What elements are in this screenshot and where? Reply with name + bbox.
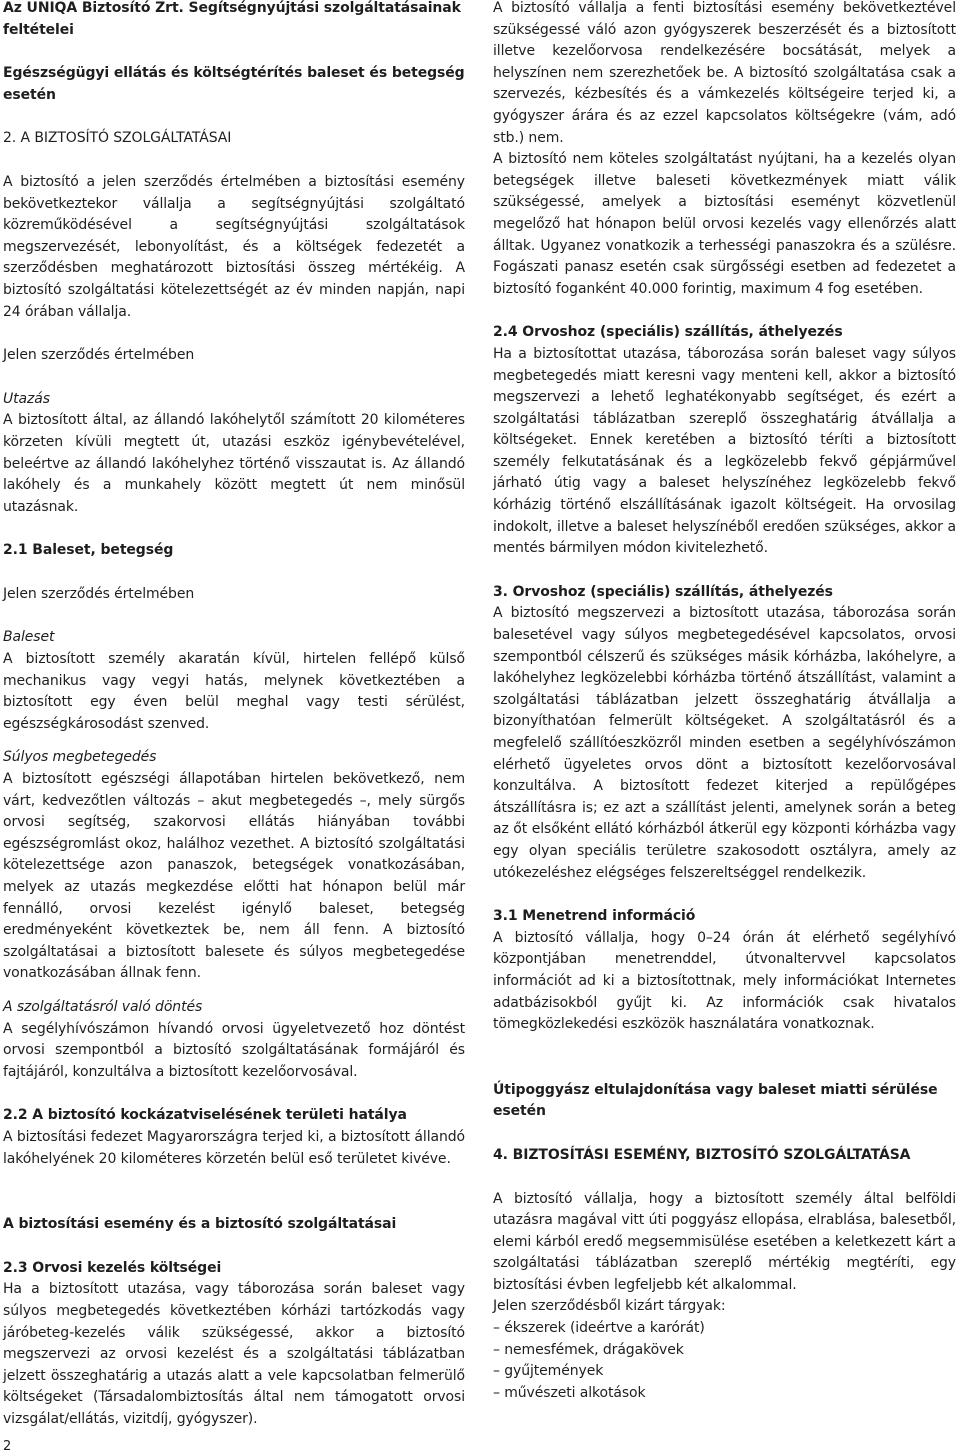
excluded-items-intro: Jelen szerződésből kizárt tárgyak: <box>493 1298 726 1315</box>
section-2-intro: A biztosító a jelen szerződés értelmében a biztosítási esemény bekövetkeztekor vállalja a segítségnyújtási szolgáltató közreműködésével a segítségnyújtási szolgáltatások megszervezését, lebonyolítást, és a költségek fedezetét a szerződésben meghatározott biztosítási összeg mértékéig. A biztosító szolgáltatási kötelezettségét az év minden napján, napi 24 órában vállalja. <box>3 173 465 320</box>
term-baleset: Baleset <box>3 629 55 646</box>
definition-label: Jelen szerződés értelmében <box>3 585 195 602</box>
right-column <box>493 0 956 1404</box>
document-title: Az UNIQA Biztosító Zrt. Segítségnyújtási szolgáltatásainak feltételei <box>3 0 461 38</box>
section-2-2-heading: 2.2 A biztosító kockázatviselésének területi hatálya <box>3 1107 407 1124</box>
section-2-2-text: A biztosítási fedezet Magyarországra terjed ki, a biztosított állandó lakóhelyének 20 kilométeres körzetén belül eső területet kivéve. <box>3 1128 465 1167</box>
document-subtitle: Egészségügyi ellátás és költségtérítés baleset és betegség esetén <box>3 65 465 103</box>
term-dontes: A szolgáltatásról való döntés <box>3 998 203 1015</box>
continuation-paragraph: A biztosító vállalja a fenti biztosítási esemény bekövetkeztével szükségessé váló azon gyógyszerek beszerzését és a biztosított illetve kezelőorvosa rendelkezésére bocsátását, melyek a helyszínen nem szerezhetőek be. A biztosító szolgáltatása csak a szervezés, kézbesítés és a vámkezelés költségeire terjed ki, a gyógyszer árára és az ezzel kapcsolatos költségekre (vám, adó stb.) nem. <box>493 0 956 146</box>
left-column <box>3 0 465 1430</box>
section-2-heading: 2. A BIZTOSÍTÓ SZOLGÁLTATÁSAI <box>3 130 232 147</box>
definition-sulyos-megbetegedes: A biztosított egészségi állapotában hirtelen bekövetkező, nem várt, kedvezőtlen változás – akut megbetegedés –, mely sürgős orvosi segítség, szakorvosi ellátás hiányában további egészségromlást okoz, halálhoz vezethet. A biztosító szolgáltatási kötelezettsége azon panaszok, betegségek vonatkozásában, melyek az utazás megkezdése előtti hat hónapon belül már fennálló, orvosi kezelést igénylő baleset, betegség eredményeként következtek be, nem áll fenn. A biztosító szolgáltatásai a biztosított balesete és súlyos megbetegedése vonatkozásában állnak fenn. <box>3 771 465 982</box>
list-item: – nemesfémek, drágakövek <box>493 1341 684 1358</box>
section-3-heading: 3. Orvoshoz (speciális) szállítás, áthelyezés <box>493 583 833 600</box>
baggage-heading: Útipoggyász eltulajdonítása vagy baleset miatti sérülése esetén <box>493 1081 938 1120</box>
page-number: 2 <box>3 1439 12 1454</box>
section-2-3-heading: 2.3 Orvosi kezelés költségei <box>3 1259 222 1276</box>
section-2-3-text: Ha a biztosított utazása, vagy táborozása során baleset vagy súlyos megbetegedés következtében kórházi tartózkodás vagy járóbeteg-kezelés válik szükségessé, akkor a biztosító megszervezi az orvosi kezelést és a szolgáltatási táblázatban jelzett összeghatárig a utazás alatt a vele kapcsolatban felmerülő költségeket (Társadalombiztosítás által nem támogatott orvosi vizsgálat/ellátás, vizitdíj, gyógyszer). <box>3 1281 465 1427</box>
section-4-text: A biztosító vállalja, hogy a biztosított személy által belföldi utazásra magával vitt úti poggyász ellopása, elrablása, balesetből, elemi kárból eredő megsemmisülése esetében a keletkezett kárt a szolgáltatási táblázatban szereplő mértékig megtéríti, egy biztosítási évben legfeljebb két alkalommal. <box>493 1190 956 1293</box>
term-sulyos-megbetegedes: Súlyos megbetegedés <box>3 749 157 766</box>
continuation-paragraph: A biztosító nem köteles szolgáltatást nyújtani, ha a kezelés olyan betegségek illetve baleseti következmények miatt válik szükségessé, amelyek a biztosítási eseményt közvetlenül megelőző hat hónapon belül orvosi kezelés vagy ellenőrzés alatt álltak. Ugyanez vonatkozik a terhességi panaszokra és a szülésre. Fogászati panasz esetén csak sürgősségi esetben ad fedezetet a biztosító foganként 40.000 forintig, maximum 4 fog esetében. <box>493 151 956 297</box>
section-2-4-text: Ha a biztosítottat utazása, táborozása során baleset vagy súlyos megbetegedés miatt keresni vagy menteni kell, akkor a biztosító megszervezi a lehető leghatékonyabb segítséget, és ezért a szolgáltatási táblázatban szereplő összeghatárig átvállalja a költségeket. Ennek keretében a biztosító téríti a biztosított személy felkutatásának és a legközelebb fekvő gépjárművel járható útig vagy a baleset helyszínéhez legközelebb fekvő kórházig történő elszállításának igazolt költségeit. Ha orvosilag indokolt, illetve a baleset helyszínéből eredően szükséges, akkor a mentés bármilyen módon kivitelezhető. <box>493 345 956 557</box>
list-item: – ékszerek (ideértve a karórát) <box>493 1320 705 1337</box>
section-3-1-heading: 3.1 Menetrend információ <box>493 908 696 925</box>
definition-baleset: A biztosított személy akaratán kívül, hirtelen fellépő külső mechanikus vagy vegyi hatás, melynek következtében a biztosított egy éven belül meghal vagy testi sérülést, egészségkárosodást szenved. <box>3 651 465 732</box>
list-item: – művészeti alkotások <box>493 1384 646 1401</box>
section-2-4-heading: 2.4 Orvoshoz (speciális) szállítás, áthelyezés <box>493 324 843 341</box>
section-3-text: A biztosító megszervezi a biztosított utazása, táborozása során balesetével vagy súlyos megbetegedésével kapcsolatos, orvosi szempontból célszerű és szükséges másik kórházba, lakóhelyre, a lakóhelyhez legközelebbi kórházba történő átszállítást, valamint a szolgáltatási táblázatban jelzett összeghatárig átvállalja a bizonyíthatóan felmerült költségeket. A szolgáltatásról és a megfelelő szállítóeszközről minden esetben a segélyhívószámon elérhető ügyeletes orvos dönt a biztosított kezelőorvosával konzultálva. A biztosított fedezet kiterjed a repülőgépes átszállításra is; ez azt a szállítást jelenti, amelynek során a beteg az őt elsőként ellátó kórházból átkerül egy központi kórházba vagy egy olyan speciális területre szakosodott osztályra, amely az utókezeléshez elégséges felszereltséggel rendelkezik. <box>493 605 956 881</box>
definition-utazas: A biztosított által, az állandó lakóhelytől számított 20 kilométeres körzeten kívüli megtett út, utazási eszköz igénybevételével, beleértve az állandó lakóhelyhez történő visszautat is. Az állandó lakóhely és a munkahely között megtett út nem minősül utazásnak. <box>3 412 465 515</box>
definition-dontes: A segélyhívószámon hívandó orvosi ügyeletvezető hoz döntést orvosi szempontból a biztosító szolgáltatásának formájáról és fajtájáról, konzultálva a biztosított kezelőorvosával. <box>3 1020 465 1080</box>
definition-label: Jelen szerződés értelmében <box>3 347 195 364</box>
section-2-1-heading: 2.1 Baleset, betegség <box>3 542 174 559</box>
list-item: – gyűjtemények <box>493 1363 604 1380</box>
term-utazas: Utazás <box>3 390 50 407</box>
section-4-heading: 4. BIZTOSÍTÁSI ESEMÉNY, BIZTOSÍTÓ SZOLGÁLTATÁSA <box>493 1146 911 1163</box>
section-3-1-text: A biztosító vállalja, hogy 0–24 órán át elérhető segélyhívó központjában menetrenddel, útvonaltervvel kapcsolatos információt ad ki a biztosítottnak, mely információkat Internetes adatbázisokból gyűjt ki. Az információk csak hivatalos tömegközlekedési eszközök használatára vonatkoznak. <box>493 929 956 1033</box>
event-heading: A biztosítási esemény és a biztosító szolgáltatásai <box>3 1216 397 1233</box>
